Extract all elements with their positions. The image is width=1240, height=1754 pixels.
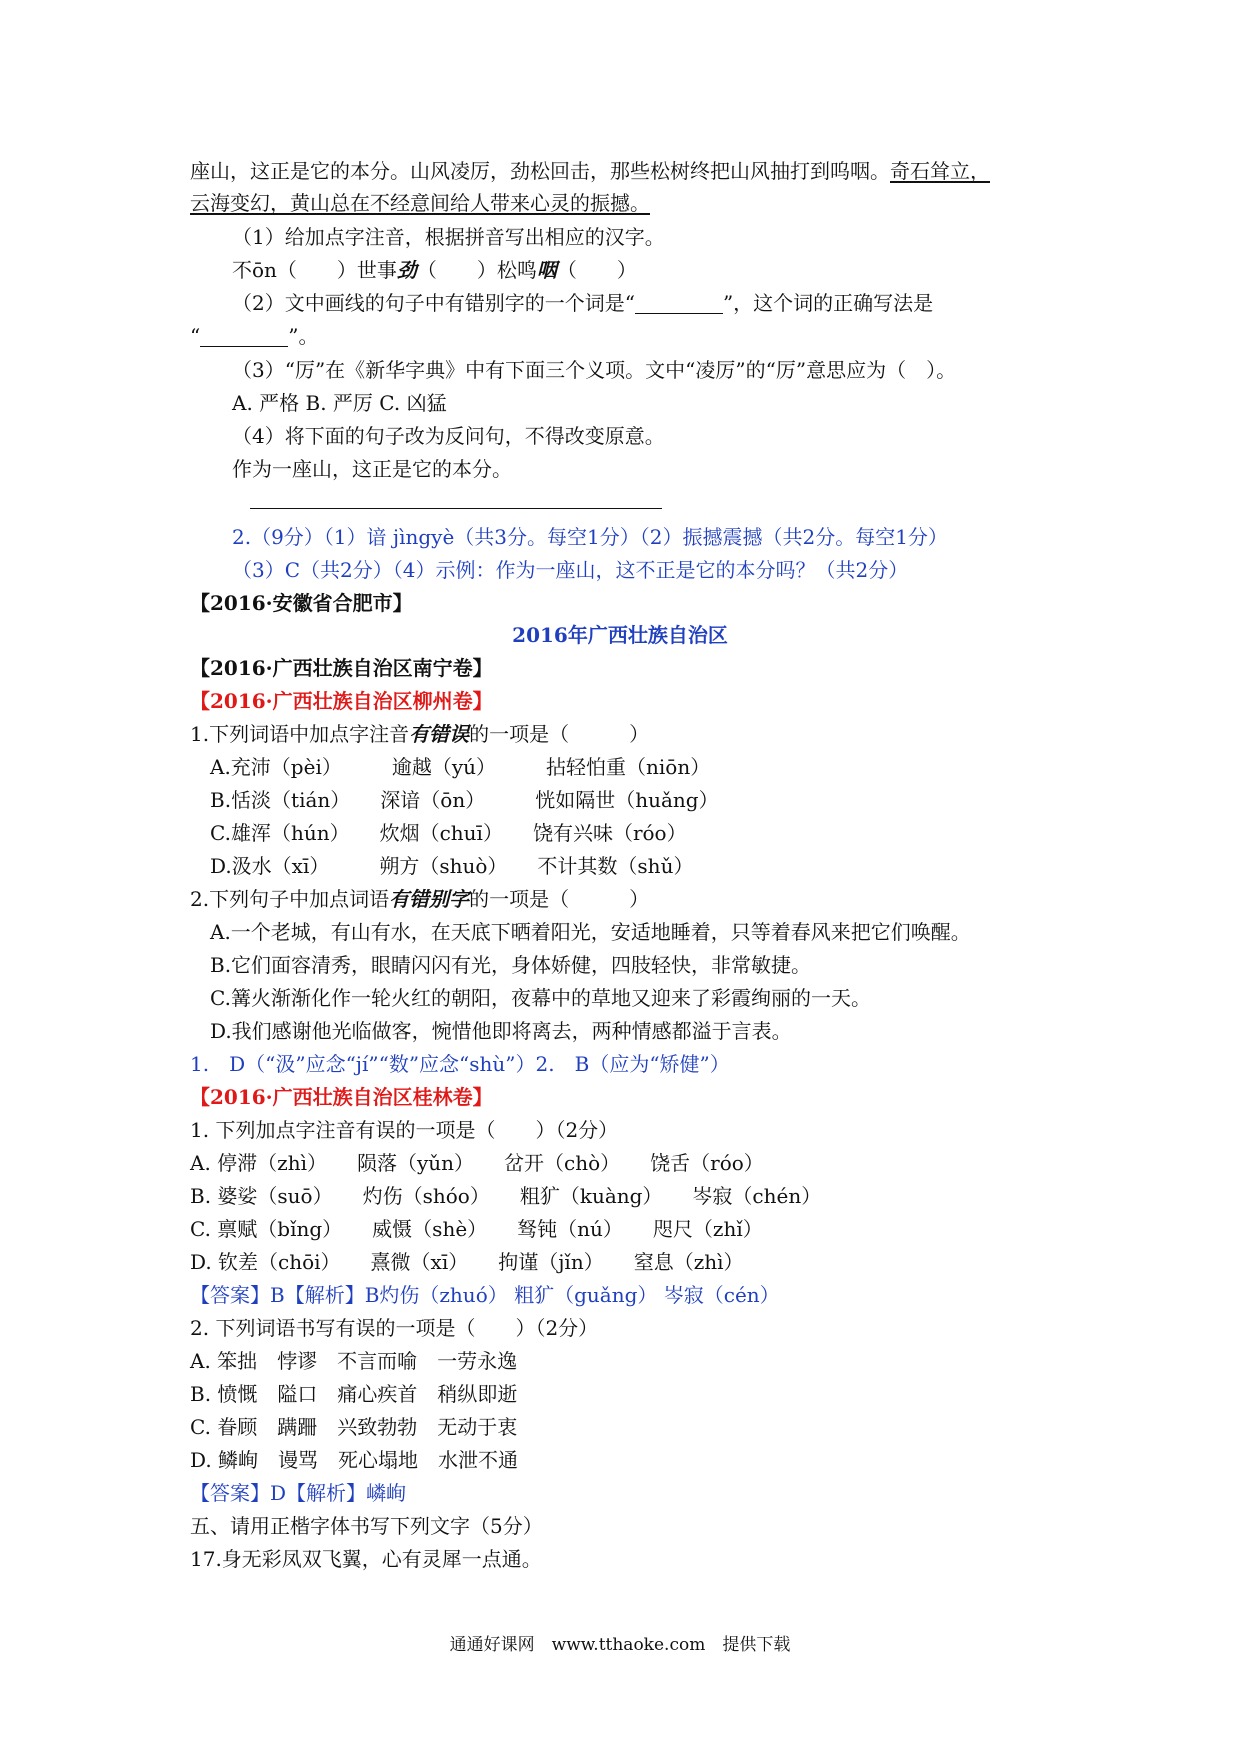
liuzhou-q2-option-b: B.它们面容清秀，眼睛闪闪有光，身体娇健，四肢轻快，非常敏捷。 [210,953,812,977]
answer-line-1: 2.（9分）（1）谙 jìngyè（共3分。每空1分）（2）振撼震撼（共2分。每空1分） [232,525,948,549]
guilin-q2-option-d: D. 鳞峋 谩骂 死心塌地 水泄不通 [190,1448,519,1472]
liuzhou-q1-option-d: D.汲水（xī） 朔方（shuò） 不计其数（shǔ） [210,854,694,878]
liuzhou-q2-option-a: A.一个老城，有山有水，在天底下晒着阳光，安适地睡着，只等着春风来把它们唤醒。 [210,920,971,944]
liuzhou-q2-option-c: C.篝火渐渐化作一轮火红的朝阳，夜幕中的草地又迎来了彩霞绚丽的一天。 [210,986,871,1010]
passage-line-2: 云海变幻，黄山总在不经意间给人带来心灵的振撼。 [190,191,650,215]
guilin-q2-option-b: B. 愤慨 隘口 痛心疾首 稍纵即逝 [190,1382,518,1406]
question-4-sentence: 作为一座山，这正是它的本分。 [232,457,512,481]
guilin-q1-option-d: D. 钦差（chōi） 熹微（xī） 拘谨（jǐn） 窒息（zhì） [190,1250,744,1274]
answer-blank [635,293,723,314]
question-1-blanks: 不ōn（ ）世事劲（ ）松鸣咽（ ） [232,258,637,282]
guilin-q1-option-b: B. 婆娑（suō） 灼伤（shóo） 粗犷（kuàng） 岑寂（chén） [190,1184,822,1208]
guilin-answer-1: 【答案】B【解析】B灼伤（zhuó） 粗犷（guǎng） 岑寂（cén） [190,1283,780,1307]
liuzhou-q1-option-a: A.充沛（pèi） 逾越（yú） 拈轻怕重（niōn） [210,755,711,779]
question-17: 17.身无彩凤双飞翼，心有灵犀一点通。 [190,1547,542,1571]
guilin-answer-2: 【答案】D【解析】嶙峋 [190,1481,407,1505]
liuzhou-q2-option-d: D.我们感谢他光临做客，惋惜他即将离去，两种情感都溢于言表。 [210,1019,792,1043]
question-4: （4）将下面的句子改为反问句，不得改变原意。 [232,424,665,448]
question-3: （3）“厉”在《新华字典》中有下面三个义项。文中“凌厉”的“厉”意思应为（ ）。 [232,358,957,382]
section-hefei: 【2016·安徽省合肥市】 [190,591,413,615]
guilin-q2-option-a: A. 笨拙 悖谬 不言而喻 一劳永逸 [190,1349,518,1373]
section-guilin: 【2016·广西壮族自治区桂林卷】 [190,1085,493,1109]
liuzhou-q1-option-c: C.雄浑（hún） 炊烟（chuī） 饶有兴味（róo） [210,821,687,845]
question-2: （2）文中画线的句子中有错别字的一个词是“ ”，这个词的正确写法是 [232,291,934,315]
question-3-options: A. 严格 B. 严厉 C. 凶猛 [232,391,447,415]
section-nanning: 【2016·广西壮族自治区南宁卷】 [190,656,493,680]
section-title-guangxi: 2016年广西壮族自治区 [512,623,728,647]
footer-credit: 通通好课网 www.tthaoke.com 提供下载 [449,1635,791,1655]
answer-line [250,508,662,509]
answer-blank [200,326,288,347]
liuzhou-q1-option-b: B.恬淡（tián） 深谙（ōn） 恍如隔世（huǎng） [210,788,719,812]
guilin-question-1: 1. 下列加点字注音有误的一项是（ ）（2分） [190,1118,619,1142]
answer-line-2: （3）C（共2分）（4）示例：作为一座山，这不正是它的本分吗？（共2分） [232,558,909,582]
guilin-q1-option-a: A. 停滞（zhì） 陨落（yǔn） 岔开（chò） 饶舌（róo） [190,1151,764,1175]
guilin-question-2: 2. 下列词语书写有误的一项是（ ）（2分） [190,1316,599,1340]
section-liuzhou: 【2016·广西壮族自治区柳州卷】 [190,689,493,713]
liuzhou-answers: 1. D（“汲”应念“jí”“数”应念“shù”）2. B（应为“矫健”） [190,1052,730,1076]
underlined-sentence: 奇石耸立， [890,159,990,183]
guilin-q1-option-c: C. 禀赋（bǐng） 威慑（shè） 驽钝（nú） 咫尺（zhǐ） [190,1217,763,1241]
guilin-q2-option-c: C. 眷顾 蹒跚 兴致勃勃 无动于衷 [190,1415,518,1439]
liuzhou-question-1: 1.下列词语中加点字注音有错误的一项是（ ） [190,722,650,746]
passage-line-1: 座山，这正是它的本分。山风凌厉，劲松回击，那些松树终把山风抽打到呜咽。奇石耸立， [190,159,990,183]
question-1: （1）给加点字注音，根据拼音写出相应的汉字。 [232,225,665,249]
section-five: 五、请用正楷字体书写下列文字（5分） [190,1514,543,1538]
question-2-cont: “ ”。 [190,324,319,348]
liuzhou-question-2: 2.下列句子中加点词语有错别字的一项是（ ） [190,887,650,911]
